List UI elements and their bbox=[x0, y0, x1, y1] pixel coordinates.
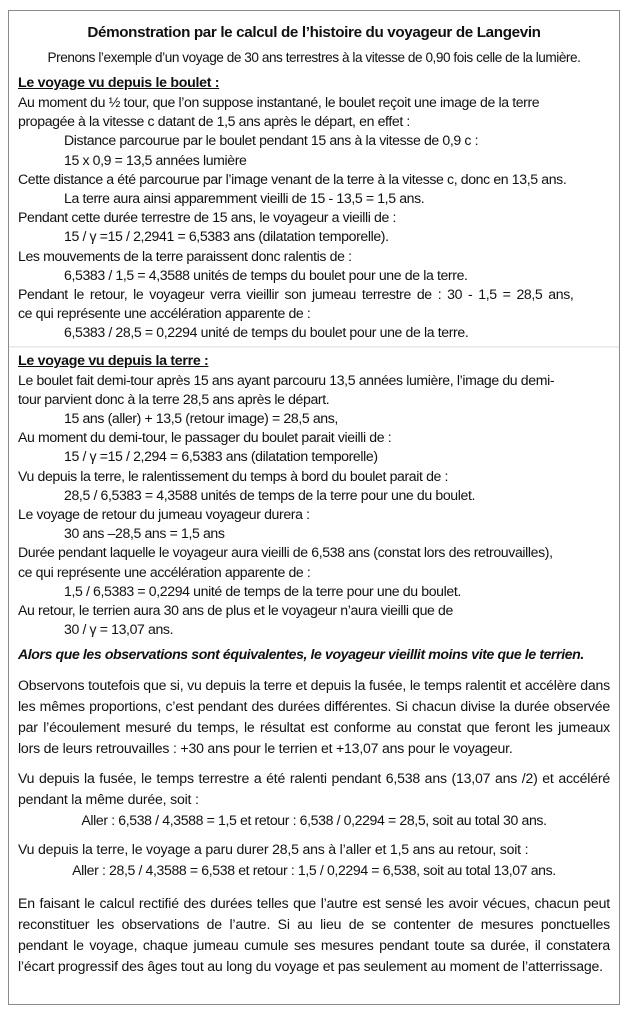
formula-line: 15 / γ =15 / 2,294 = 6,5383 ans (dilatation temporelle) bbox=[64, 448, 378, 465]
formula-line: 15 ans (aller) + 13,5 (retour image) = 28,5 ans, bbox=[64, 410, 338, 427]
text-line: Au retour, le terrien aura 30 ans de plus et le voyageur n’aura vieilli que de bbox=[18, 602, 453, 619]
text-line: Au moment du ½ tour, que l’on suppose instantané, le boulet reçoit une image de la terre bbox=[18, 94, 540, 110]
text-line: Le voyage de retour du jumeau voyageur durera : bbox=[18, 506, 310, 523]
text-line: Le boulet fait demi-tour après 15 ans ayant parcouru 13,5 années lumière, l’image du demi- bbox=[18, 371, 555, 388]
paragraph-fusee: Vu depuis la fusée, le temps terrestre a été ralenti pendant 6,538 ans (13,07 ans /2) et accéléré pendant la même durée, soit : bbox=[18, 769, 610, 807]
text-line: Pendant le retour, le voyageur verra vieillir son jumeau terrestre de : 30 - 1,5 = 28,5 ans, bbox=[18, 286, 574, 303]
text-line: ce qui représente une accélération apparente de : bbox=[18, 305, 311, 322]
text-line: ce qui représente une accélération apparente de : bbox=[18, 563, 311, 580]
section-divider bbox=[9, 346, 619, 348]
formula-line: 28,5 / 6,5383 = 4,3588 unités de temps de la terre pour une du boulet. bbox=[64, 486, 476, 503]
formula-line: 30 / γ = 13,07 ans. bbox=[64, 621, 174, 638]
intro-text: Prenons l’exemple d’un voyage de 30 ans terrestres à la vitesse de 0,90 fois celle de la lumière. bbox=[47, 50, 581, 65]
paragraph-conclusion: En faisant le calcul rectifié des durées telles que l’autre est sensé les avoir vécues, chacun peut reconstituer les observations de l’autre. Si au lieu de se contenter de mesures ponctuelles pendant le voyage, chaque jumeau cumule ses mesures pendant toute sa durée, il constatera l’écart progressif des âges tout au long du voyage et pas seulement au moment de l’atterrissage. bbox=[18, 894, 610, 974]
paragraph-observons: Observons toutefois que si, vu depuis la terre et depuis la fusée, le temps ralentit et accélère dans les mêmes proportions, c’est pendant des durées différentes. Si chacun divise la durée observée par l’écoulement mesuré du temps, le résultat est conforme au constat que feront les jumeaux lors de leurs retrouvailles : +30 ans pour le terrien et +13,07 ans pour le voyageur. bbox=[18, 676, 610, 756]
text-line: Pendant cette durée terrestre de 15 ans, le voyageur a vieilli de : bbox=[18, 209, 397, 226]
formula-line: 1,5 / 6,5383 = 0,2294 unité de temps de la terre pour une du boulet. bbox=[64, 582, 461, 599]
section-terre bbox=[18, 352, 610, 640]
document-title: Démonstration par le calcul de l’histoire du voyageur de Langevin bbox=[87, 24, 541, 41]
text-line: Les mouvements de la terre paraissent donc ralentis de : bbox=[18, 247, 352, 264]
formula-terre: Aller : 28,5 / 4,3588 = 6,538 et retour : 1,5 / 0,2294 = 6,538, soit au total 13,07 ans. bbox=[72, 861, 556, 878]
conclusion-text: Alors que les observations sont équivalentes, le voyageur vieillit moins vite que le terrien. bbox=[18, 646, 584, 663]
formula-fusee: Aller : 6,538 / 4,3588 = 1,5 et retour : 6,538 / 0,2294 = 28,5, soit au total 30 ans. bbox=[81, 811, 547, 828]
formula-line: 6,5383 / 1,5 = 4,3588 unités de temps du boulet pour une de la terre. bbox=[64, 266, 468, 283]
document-page bbox=[8, 10, 620, 1005]
text-line: Distance parcourue par le boulet pendant 15 ans à la vitesse de 0,9 c : bbox=[64, 132, 479, 149]
text-line: Vu depuis la terre, le ralentissement du temps à bord du boulet parait de : bbox=[18, 467, 449, 484]
formula-line: 15 x 0,9 = 13,5 années lumière bbox=[64, 151, 247, 168]
formula-line: 15 / γ =15 / 2,2941 = 6,5383 ans (dilatation temporelle). bbox=[64, 228, 389, 245]
paragraph-terre: Vu depuis la terre, le voyage a paru durer 28,5 ans à l’aller et 1,5 ans au retour, soit : bbox=[18, 840, 529, 857]
text-line: Durée pendant laquelle le voyageur aura vieilli de 6,538 ans (constat lors des retrouvailles), bbox=[18, 544, 553, 561]
formula-line: La terre aura ainsi apparemment vieilli de 15 - 13,5 = 1,5 ans. bbox=[64, 190, 425, 207]
text-line: Au moment du demi-tour, le passager du boulet parait vieilli de : bbox=[18, 429, 392, 446]
formula-line: 6,5383 / 28,5 = 0,2294 unité de temps du boulet pour une de la terre. bbox=[64, 324, 469, 341]
formula-line: 30 ans –28,5 ans = 1,5 ans bbox=[64, 525, 225, 542]
text-line: tour parvient donc à la terre 28,5 ans après le départ. bbox=[18, 390, 330, 407]
section-heading: Le voyage vu depuis le boulet : bbox=[18, 75, 220, 91]
text-line: Cette distance a été parcourue par l’image venant de la terre à la vitesse c, donc en 13,5 ans. bbox=[18, 170, 567, 187]
text-line: propagée à la vitesse c datant de 1,5 ans après le départ, en effet : bbox=[18, 113, 410, 130]
section-heading: Le voyage vu depuis la terre : bbox=[18, 352, 209, 369]
section-boulet bbox=[18, 74, 610, 343]
